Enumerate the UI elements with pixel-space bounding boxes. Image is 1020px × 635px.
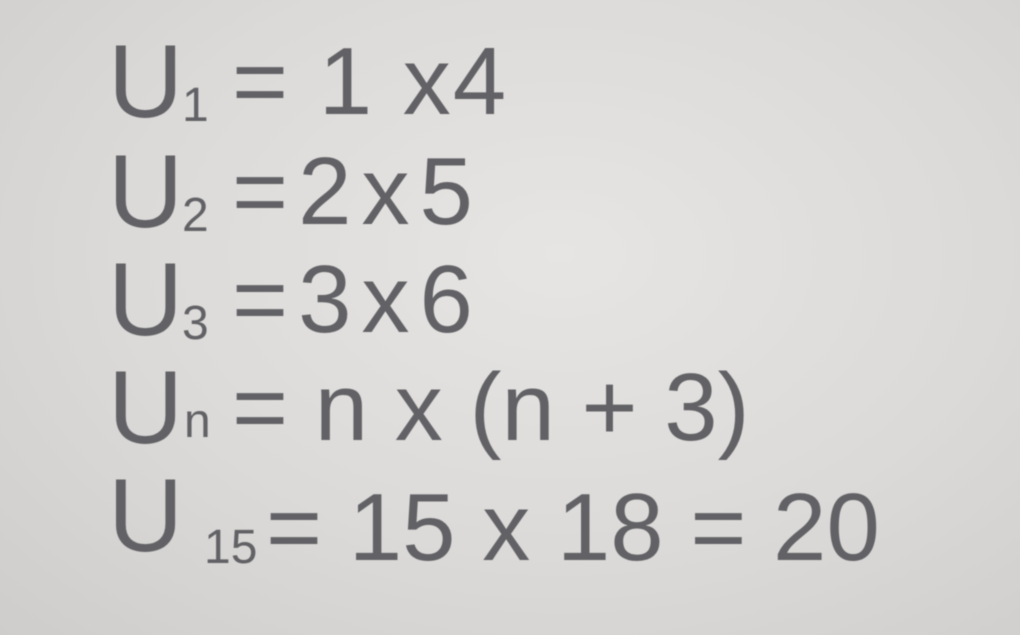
formula-expression: = 15 x 18 = 20: [266, 474, 880, 581]
formula-line-4: [108, 350, 750, 466]
term-subscript: n: [184, 395, 211, 448]
formula-block: [108, 24, 880, 582]
formula-expression: =2x5: [232, 138, 483, 245]
term-subscript: 15: [204, 521, 258, 574]
term-subscript: 1: [182, 79, 209, 132]
term-symbol: U: [108, 24, 182, 140]
formula-expression: =3x6: [232, 246, 483, 353]
formula-line-1: [108, 24, 509, 140]
term-symbol: U: [108, 242, 182, 358]
formula-line-3: [108, 242, 483, 358]
term-subscript: 2: [182, 189, 209, 242]
formula-expression: = n x (n + 3): [232, 354, 750, 461]
formula-line-5: [108, 458, 880, 582]
term-symbol: U: [108, 350, 182, 466]
term-subscript: 3: [182, 297, 209, 350]
term-symbol: U: [108, 134, 182, 250]
formula-expression: = 1 x4: [232, 28, 509, 135]
formula-line-2: [108, 134, 483, 250]
term-symbol: U: [108, 458, 182, 574]
